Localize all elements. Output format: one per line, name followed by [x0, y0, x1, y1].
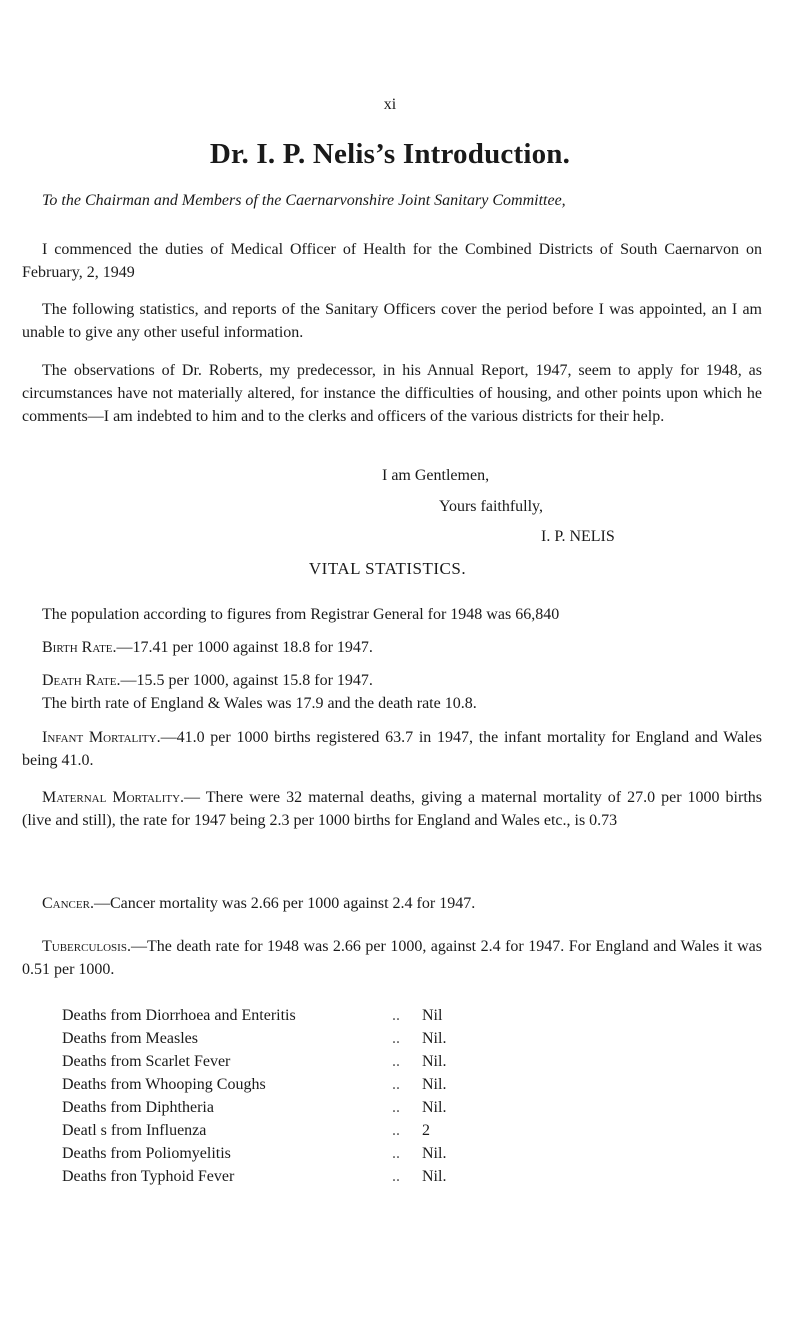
death-cause: Deaths from Scarlet Fever — [62, 1053, 231, 1070]
table-row — [62, 1004, 502, 1027]
salutation: To the Chairman and Members of the Caernarvonshire Joint Sanitary Committee, — [42, 192, 566, 209]
page-title: Dr. I. P. Nelis’s Introduction. — [209, 138, 571, 170]
tuberculosis-text: —The death rate for 1948 was 2.66 per 1000, against 2.4 for 1947. For England and Wales it was 0.51 per 1000. — [22, 938, 762, 978]
death-count: Nil. — [422, 1168, 447, 1185]
death-count: Nil. — [422, 1053, 447, 1070]
birth-rate — [22, 636, 762, 659]
death-cause: Deaths from Diphtheria — [62, 1099, 214, 1116]
death-rate-text: —15.5 per 1000, against 15.8 for 1947. — [120, 672, 373, 689]
death-count: Nil. — [422, 1076, 447, 1093]
death-rate-label: Death Rate. — [42, 672, 121, 689]
table-row — [62, 1096, 502, 1119]
leader-dots: .. — [392, 1076, 400, 1093]
england-wales-rates: The birth rate of England & Wales was 17.9 and the death rate 10.8. — [42, 695, 477, 712]
leader-dots: .. — [392, 1053, 400, 1070]
death-cause: Deaths from Poliomyelitis — [62, 1145, 231, 1162]
leader-dots: .. — [392, 1099, 400, 1116]
leader-dots: .. — [392, 1122, 400, 1139]
table-row — [62, 1165, 502, 1188]
population-statement: The population according to figures from Registrar General for 1948 was 66,840 — [42, 606, 560, 623]
deaths-table — [62, 1004, 502, 1188]
leader-dots: .. — [392, 1145, 400, 1162]
death-cause: Deatl s from Influenza — [62, 1122, 207, 1139]
cancer-mortality — [22, 892, 762, 915]
paragraph-appointment: I commenced the duties of Medical Officer of Health for the Combined Districts of South Caernarvon on February, 2, 1949 — [22, 241, 762, 281]
cancer-label: Cancer. — [42, 895, 94, 912]
death-count: Nil — [422, 1007, 443, 1024]
death-cause: Deaths from Whooping Coughs — [62, 1076, 266, 1093]
leader-dots: .. — [392, 1007, 400, 1024]
tuberculosis — [22, 935, 762, 981]
page-number: xi — [383, 96, 397, 113]
table-row — [62, 1050, 502, 1073]
table-row — [62, 1119, 502, 1142]
death-rate — [22, 669, 762, 692]
death-count: 2 — [422, 1122, 430, 1139]
paragraph-statistics-note: The following statistics, and reports of the Sanitary Officers cover the period before I was appointed, an I am unable to give any other useful information. — [22, 301, 762, 341]
infant-mortality — [22, 726, 762, 772]
cancer-text: —Cancer mortality was 2.66 per 1000 against 2.4 for 1947. — [93, 895, 476, 912]
death-count: Nil. — [422, 1099, 447, 1116]
infant-mortality-text: —41.0 per 1000 births registered 63.7 in 1947, the infant mortality for England and Wales being 41.0. — [22, 729, 763, 769]
death-count: Nil. — [422, 1030, 447, 1047]
signature: I. P. NELIS — [541, 528, 615, 545]
death-count: Nil. — [422, 1145, 447, 1162]
closing-greeting: I am Gentlemen, — [382, 467, 490, 484]
infant-mortality-label: Infant Mortality. — [42, 729, 161, 746]
paragraph-observations: The observations of Dr. Roberts, my predecessor, in his Annual Report, 1947, seem to apply for 1948, as circumstances have not materially altered, for instance the difficulties of housing, and other points upon which he comments—I am indebted to him and to the clerks and officers of the various districts for their help. — [22, 362, 762, 425]
closing-valediction: Yours faithfully, — [439, 498, 544, 515]
section-heading: VITAL STATISTICS. — [308, 559, 467, 578]
death-cause: Deaths fron Typhoid Fever — [62, 1168, 235, 1185]
maternal-mortality — [22, 786, 762, 832]
leader-dots: .. — [392, 1030, 400, 1047]
maternal-mortality-text: — There were 32 maternal deaths, giving a maternal mortality of 27.0 per 1000 births (live and still), the rate for 1947 being 2.3 per 1000 births for England and Wales etc., is 0.73 — [22, 789, 763, 829]
leader-dots: .. — [392, 1168, 400, 1185]
death-cause: Deaths from Diorrhoea and Enteritis — [62, 1007, 296, 1024]
table-row — [62, 1142, 502, 1165]
birth-rate-text: —17.41 per 1000 against 18.8 for 1947. — [116, 639, 373, 656]
table-row — [62, 1073, 502, 1096]
table-row — [62, 1027, 502, 1050]
birth-rate-label: Birth Rate. — [42, 639, 117, 656]
maternal-mortality-label: Maternal Mortality. — [42, 789, 185, 806]
tuberculosis-label: Tuberculosis. — [42, 938, 131, 955]
death-cause: Deaths from Measles — [62, 1030, 198, 1047]
